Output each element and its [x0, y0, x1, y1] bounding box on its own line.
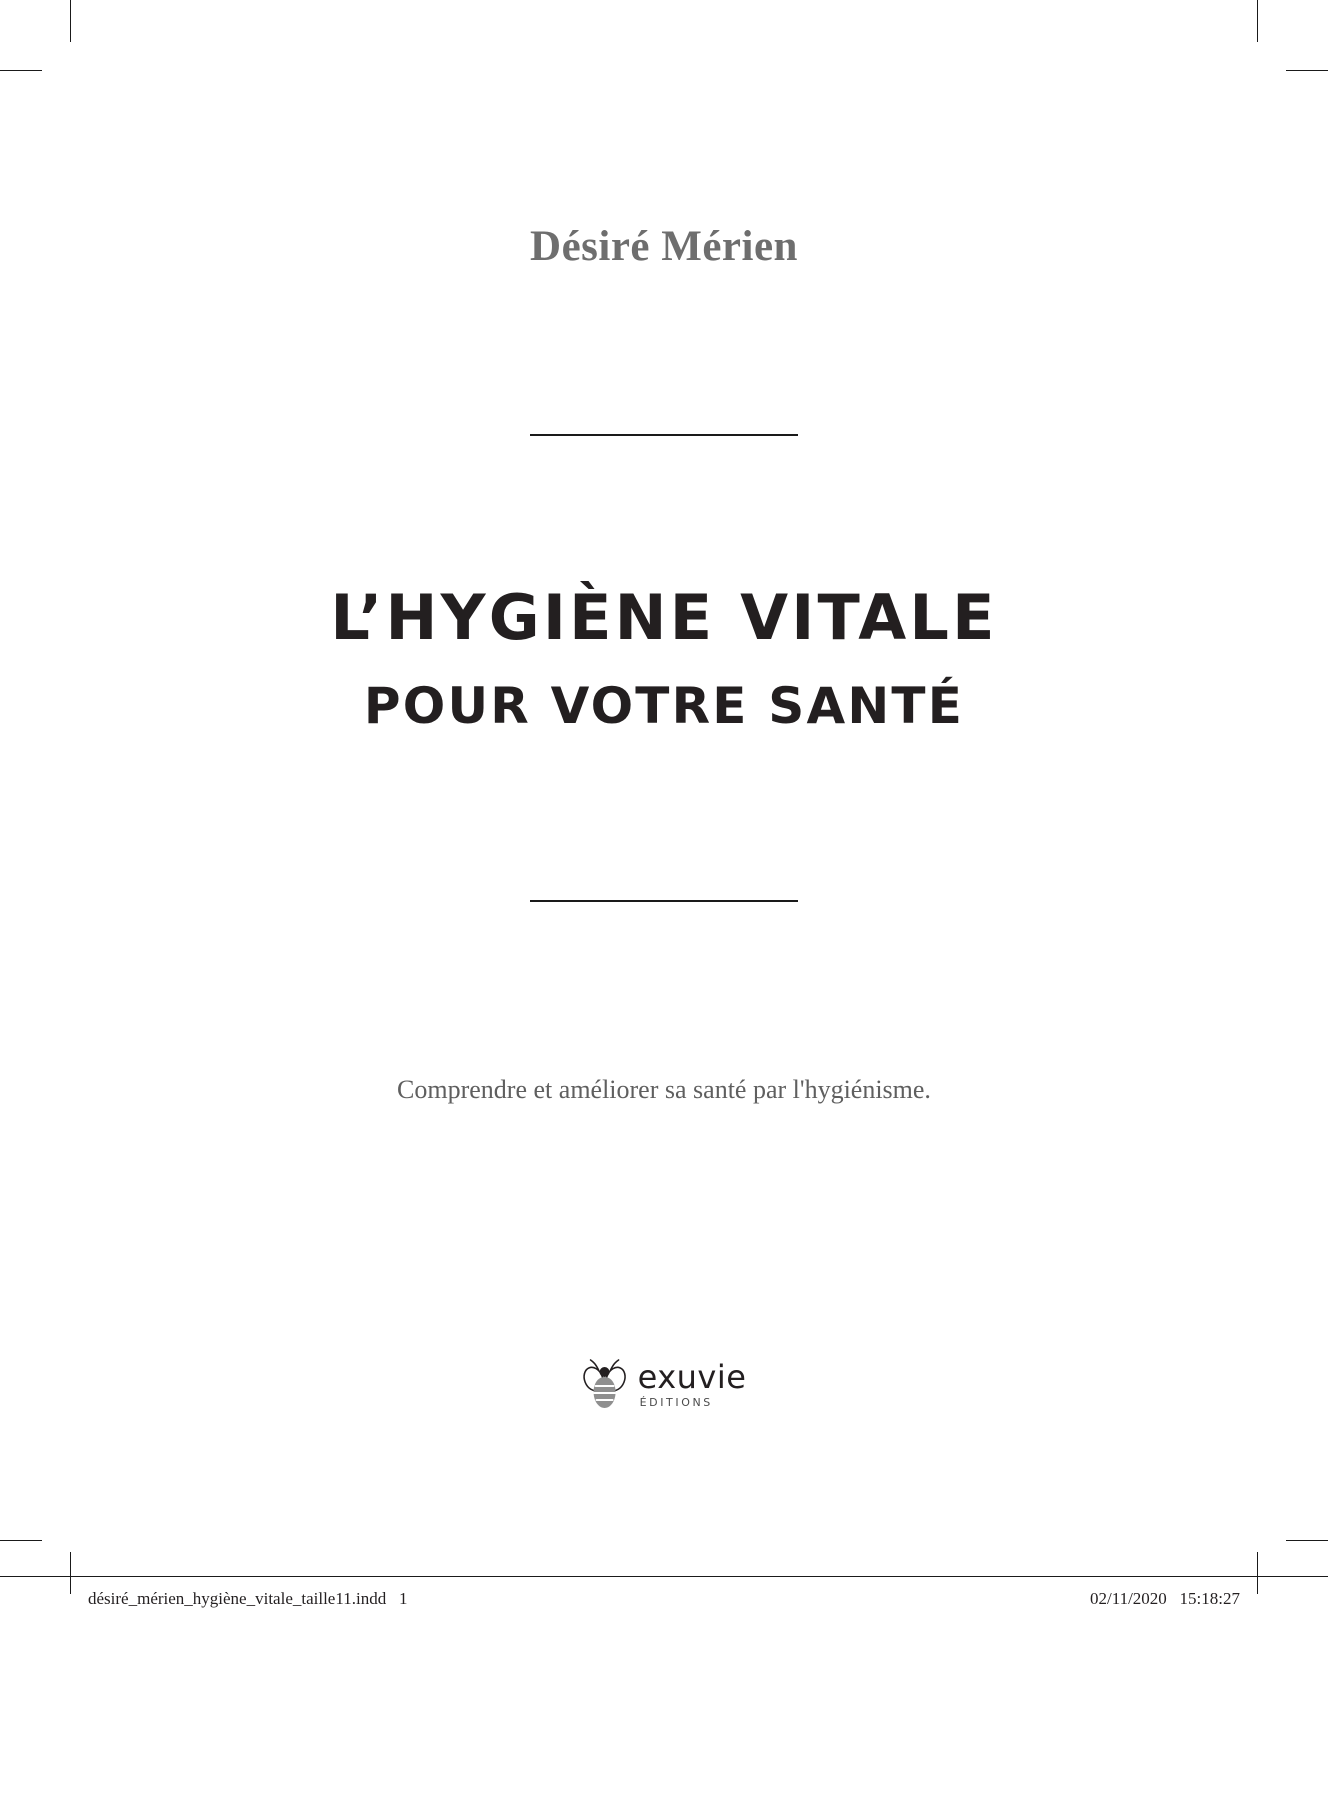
crop-mark-top-left-vertical: [70, 0, 71, 42]
crop-mark-top-right-vertical: [1257, 0, 1258, 42]
publisher-kicker: ÉDITIONS: [639, 1395, 713, 1409]
crop-mark-bottom-right-vertical: [1257, 1552, 1258, 1594]
footer-timestamp: 02/11/2020 15:18:27: [1089, 1589, 1240, 1608]
footer-divider: [0, 1576, 1328, 1577]
divider-rule-top: [530, 434, 798, 436]
page-title: L’HYGIÈNE VITALE: [330, 581, 998, 654]
publisher-logo: [582, 1358, 747, 1410]
bee-icon: [582, 1358, 628, 1410]
publisher-wordmark: [637, 1357, 747, 1409]
crop-mark-bottom-right-horizontal: [1286, 1540, 1328, 1541]
footer-file-slug: désiré_mérien_hygiène_vitale_taille11.indd 1: [88, 1589, 408, 1608]
publisher-name: exuvie: [637, 1357, 747, 1396]
crop-mark-bottom-left-horizontal: [0, 1540, 42, 1541]
page-subtitle: POUR VOTRE SANTÉ: [363, 677, 965, 735]
crop-mark-bottom-left-vertical: [70, 1552, 71, 1594]
crop-mark-top-left-horizontal: [0, 70, 42, 71]
divider-rule-bottom: [530, 900, 798, 902]
title-page: [70, 70, 1258, 1540]
author-name: Désiré Mérien: [530, 223, 798, 270]
crop-mark-top-right-horizontal: [1286, 70, 1328, 71]
tagline: Comprendre et améliorer sa santé par l'hygiénisme.: [397, 1075, 931, 1104]
